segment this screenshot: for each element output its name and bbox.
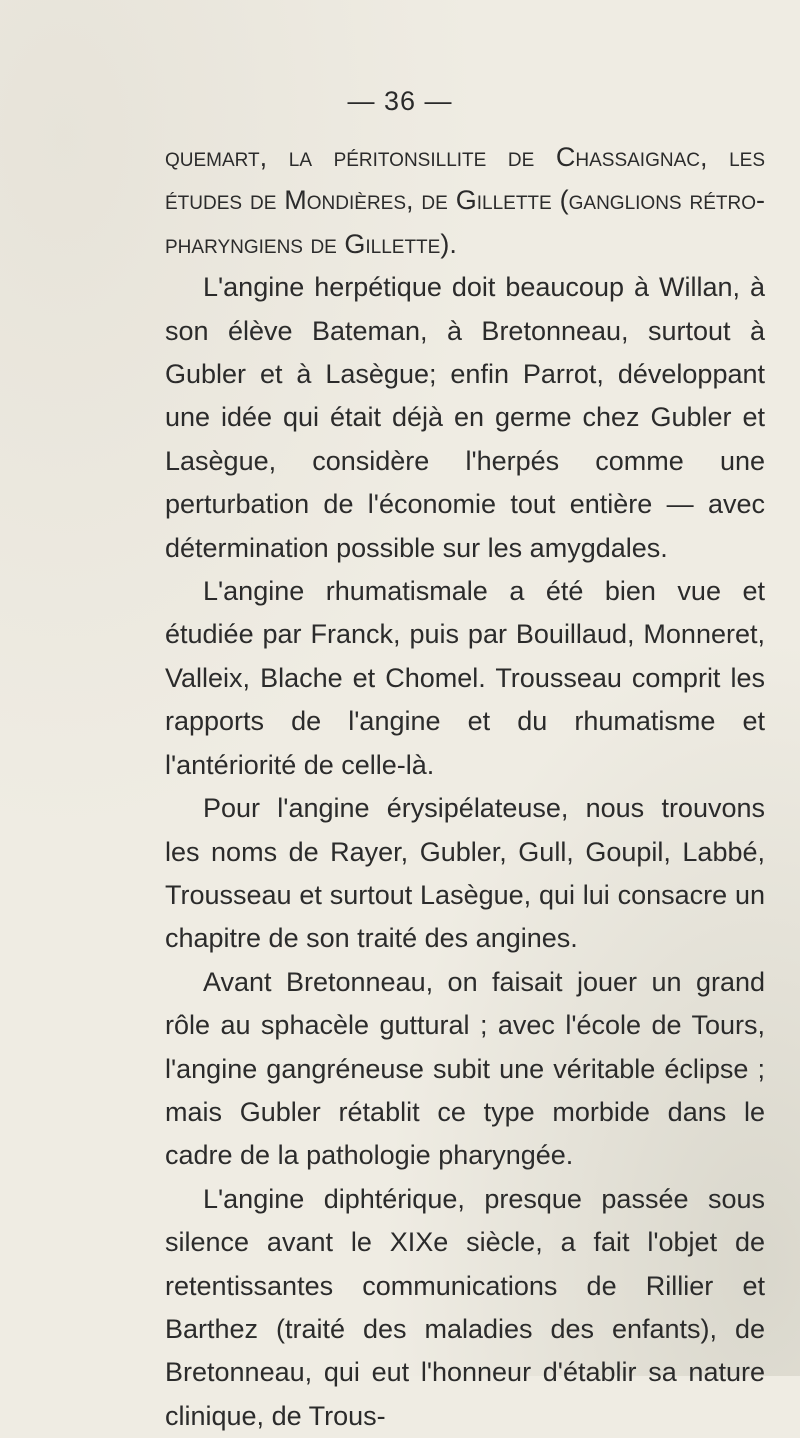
page-number: — 36 — bbox=[347, 86, 453, 116]
paragraph: Avant Bretonneau, on faisait jouer un grand rôle au sphacèle guttural ; avec l'école de Tours, l'angine gangréneuse subit une véritable éclipse ; mais Gubler rétablit ce type morbide dans le cadre de la pathologie pharyngée. bbox=[165, 966, 765, 1171]
paragraph: L'angine diphtérique, presque passée sous silence avant le XIXe siècle, a fait l'objet de retentissantes communications de Rillier et Barthez (traité des maladies des enfants), de Bretonneau, qui eut l'honneur d'établir sa nature clinique, de Trous- bbox=[165, 1183, 765, 1431]
paragraph: Pour l'angine érysipélateuse, nous trouvons les noms de Rayer, Gubler, Gull, Goupil, Labbé, Trousseau et surtout Lasègue, qui lui consacre un chapitre de son traité des angines. bbox=[165, 793, 765, 954]
paragraph: L'angine rhumatismale a été bien vue et étudiée par Franck, puis par Bouillaud, Monneret, Valleix, Blache et Chomel. Trousseau comprit les rapports de l'angine et du rhumatisme et l'antériorité de celle-là. bbox=[165, 576, 765, 780]
body-text bbox=[165, 136, 765, 1438]
paragraph: quemart, la péritonsillite de Chassaignac, les études de Mondières, de Gillette (ganglions rétro-pharyngiens de Gillette). bbox=[165, 142, 765, 259]
paragraph: L'angine herpétique doit beaucoup à Willan, à son élève Bateman, à Bretonneau, surtout à Gubler et à Lasègue; enfin Parrot, développant une idée qui était déjà en germe chez Gubler et Lasègue, considère l'herpés comme une perturbation de l'économie tout entière — avec détermination possible sur les amygdales. bbox=[165, 272, 765, 563]
